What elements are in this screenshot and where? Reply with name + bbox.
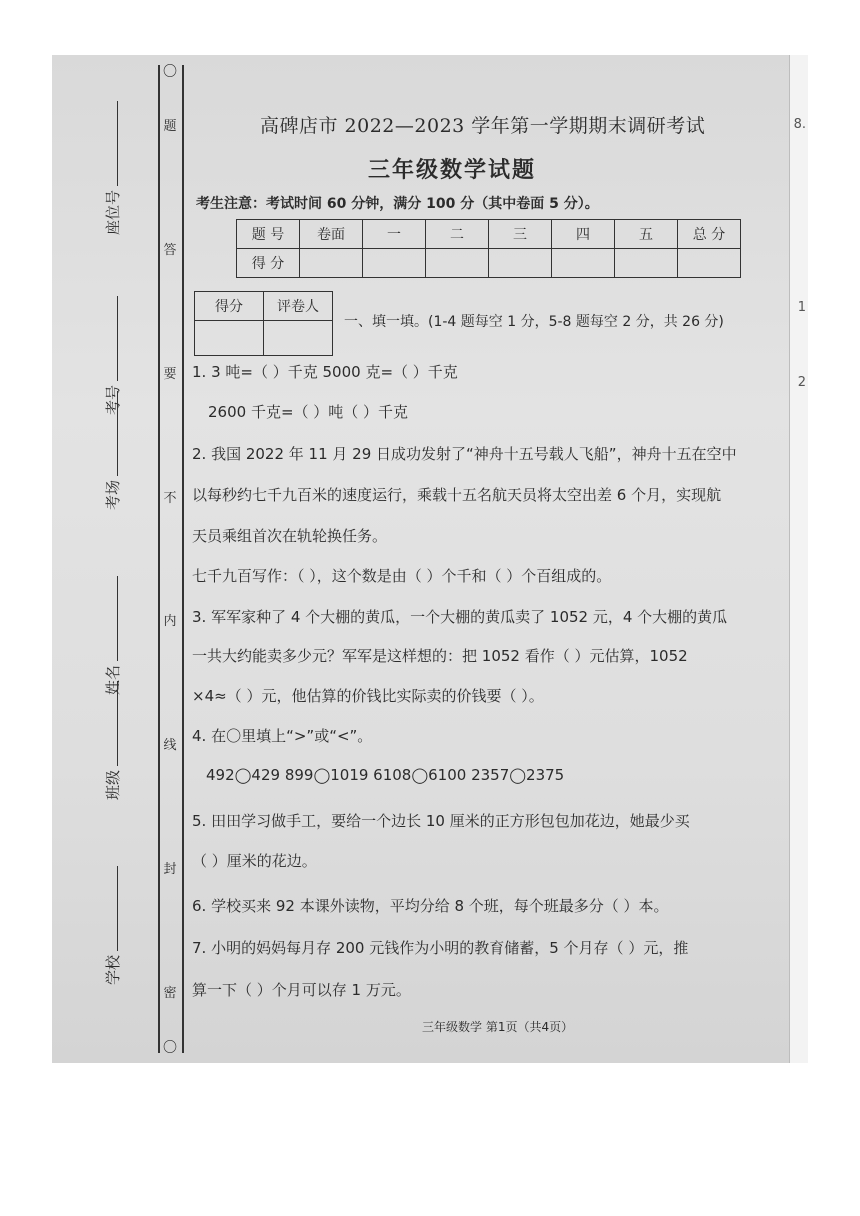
score-header-cell: 五 xyxy=(615,220,678,249)
q2-line-3: 天员乘组首次在轨轮换任务。 xyxy=(192,527,388,545)
q3-line-1: 3. 军军家种了 4 个大棚的黄瓜，一个大棚的黄瓜卖了 1052 元，4 个大棚的黄瓜 xyxy=(192,608,728,626)
grader-score-header: 得分 xyxy=(195,292,264,321)
score-cell[interactable] xyxy=(300,249,363,278)
name-label: 姓名 xyxy=(104,664,122,695)
score-cell[interactable] xyxy=(489,249,552,278)
seat-field xyxy=(102,189,123,235)
grader-table xyxy=(194,291,333,356)
exam-subtitle: 三年级数学试题 xyxy=(368,157,537,183)
q5-line-1: 5. 田田学习做手工，要给一个边长 10 厘米的正方形包包加花边，她最少买 xyxy=(192,812,690,830)
adjacent-page-edge xyxy=(789,55,808,1063)
score-table xyxy=(236,219,741,278)
exam-room-field xyxy=(102,470,123,510)
name-blank xyxy=(117,576,118,661)
q1-line-1: 1. 3 吨=（ ）千克 5000 克=（ ）千克 xyxy=(192,363,458,381)
binding-char: 内 xyxy=(163,614,177,630)
binding-strip xyxy=(162,65,178,1055)
exam-number-field xyxy=(102,375,123,415)
page-footer: 三年级数学 第1页（共4页） xyxy=(422,1020,574,1034)
binding-char: 要 xyxy=(163,366,177,382)
exam-photo xyxy=(52,55,808,1063)
score-header-cell: 四 xyxy=(552,220,615,249)
class-blank xyxy=(117,681,118,766)
q3-line-2: 一共大约能卖多少元？军军是这样想的：把 1052 看作（ ）元估算，1052 xyxy=(192,647,688,665)
edge-mark-2: 2 xyxy=(797,375,806,390)
binding-line-left xyxy=(158,65,160,1053)
q7-line-2: 算一下（ ）个月可以存 1 万元。 xyxy=(192,981,411,999)
name-field xyxy=(102,655,123,695)
exam-room-label: 考场 xyxy=(104,479,122,510)
edge-mark-1: 1 xyxy=(797,300,806,315)
score-cell[interactable] xyxy=(678,249,741,278)
binding-char: 密 xyxy=(163,985,177,1001)
q1-line-2: 2600 千克=（ ）吨（ ）千克 xyxy=(208,403,409,421)
score-header-cell: 卷面 xyxy=(300,220,363,249)
q7-line-1: 7. 小明的妈妈每月存 200 元钱作为小明的教育储蓄，5 个月存（ ）元，推 xyxy=(192,939,689,957)
q6-line-1: 6. 学校买来 92 本课外读物，平均分给 8 个班，每个班最多分（ ）本。 xyxy=(192,897,669,915)
q2-line-1: 2. 我国 2022 年 11 月 29 日成功发射了“神舟十五号载人飞船”，神舟十五在空中 xyxy=(192,445,737,463)
q3-line-3: ×4≈（ ）元，他估算的价钱比实际卖的价钱要（ ）。 xyxy=(192,687,544,705)
q2-line-2: 以每秒约七千九百米的速度运行，乘载十五名航天员将太空出差 6 个月，实现航 xyxy=(192,486,722,504)
section-1-title: 一、填一填。(1-4 题每空 1 分，5-8 题每空 2 分，共 26 分) xyxy=(344,314,724,330)
grader-name-cell[interactable] xyxy=(264,321,333,356)
school-field xyxy=(102,945,123,985)
score-cell[interactable] xyxy=(552,249,615,278)
score-table-score-row xyxy=(237,249,741,278)
class-field xyxy=(102,760,123,800)
score-row-label: 得 分 xyxy=(237,249,300,278)
binding-char: 线 xyxy=(163,738,177,754)
score-header-cell: 题 号 xyxy=(237,220,300,249)
school-label: 学校 xyxy=(104,954,122,985)
binding-circle-top: 〇 xyxy=(163,64,177,80)
class-label: 班级 xyxy=(104,769,122,800)
exam-notice: 考生注意：考试时间 60 分钟，满分 100 分（其中卷面 5 分）。 xyxy=(196,196,599,212)
q4-line-1: 4. 在〇里填上“>”或“<”。 xyxy=(192,727,373,745)
grader-score-cell[interactable] xyxy=(195,321,264,356)
score-header-cell: 总 分 xyxy=(678,220,741,249)
q2-line-4: 七千九百写作：（ ），这个数是由（ ）个千和（ ）个百组成的。 xyxy=(192,567,612,585)
score-cell[interactable] xyxy=(363,249,426,278)
binding-line-right xyxy=(182,65,184,1053)
score-cell[interactable] xyxy=(426,249,489,278)
exam-title: 高碑店市 2022—2023 学年第一学期期末调研考试 xyxy=(260,115,706,137)
score-header-cell: 二 xyxy=(426,220,489,249)
score-header-cell: 一 xyxy=(363,220,426,249)
seat-blank xyxy=(117,101,118,186)
binding-char: 答 xyxy=(163,242,177,258)
binding-char: 题 xyxy=(163,119,177,134)
binding-circle-bottom: 〇 xyxy=(163,1040,177,1056)
score-header-cell: 三 xyxy=(489,220,552,249)
exam-room-blank xyxy=(117,391,118,476)
score-table-header-row xyxy=(237,220,741,249)
q4-comparisons: 492◯429 899◯1019 6108◯6100 2357◯2375 xyxy=(206,766,565,784)
score-cell[interactable] xyxy=(615,249,678,278)
binding-char: 封 xyxy=(163,862,177,878)
seat-label: 座位号 xyxy=(104,189,122,235)
q5-line-2: （ ）厘米的花边。 xyxy=(192,852,317,870)
grader-name-header: 评卷人 xyxy=(264,292,333,321)
edge-mark-8: 8. xyxy=(793,117,806,132)
binding-char: 不 xyxy=(163,490,177,506)
exam-number-label: 考号 xyxy=(104,384,122,415)
exam-number-blank xyxy=(117,296,118,381)
school-blank xyxy=(117,866,118,951)
